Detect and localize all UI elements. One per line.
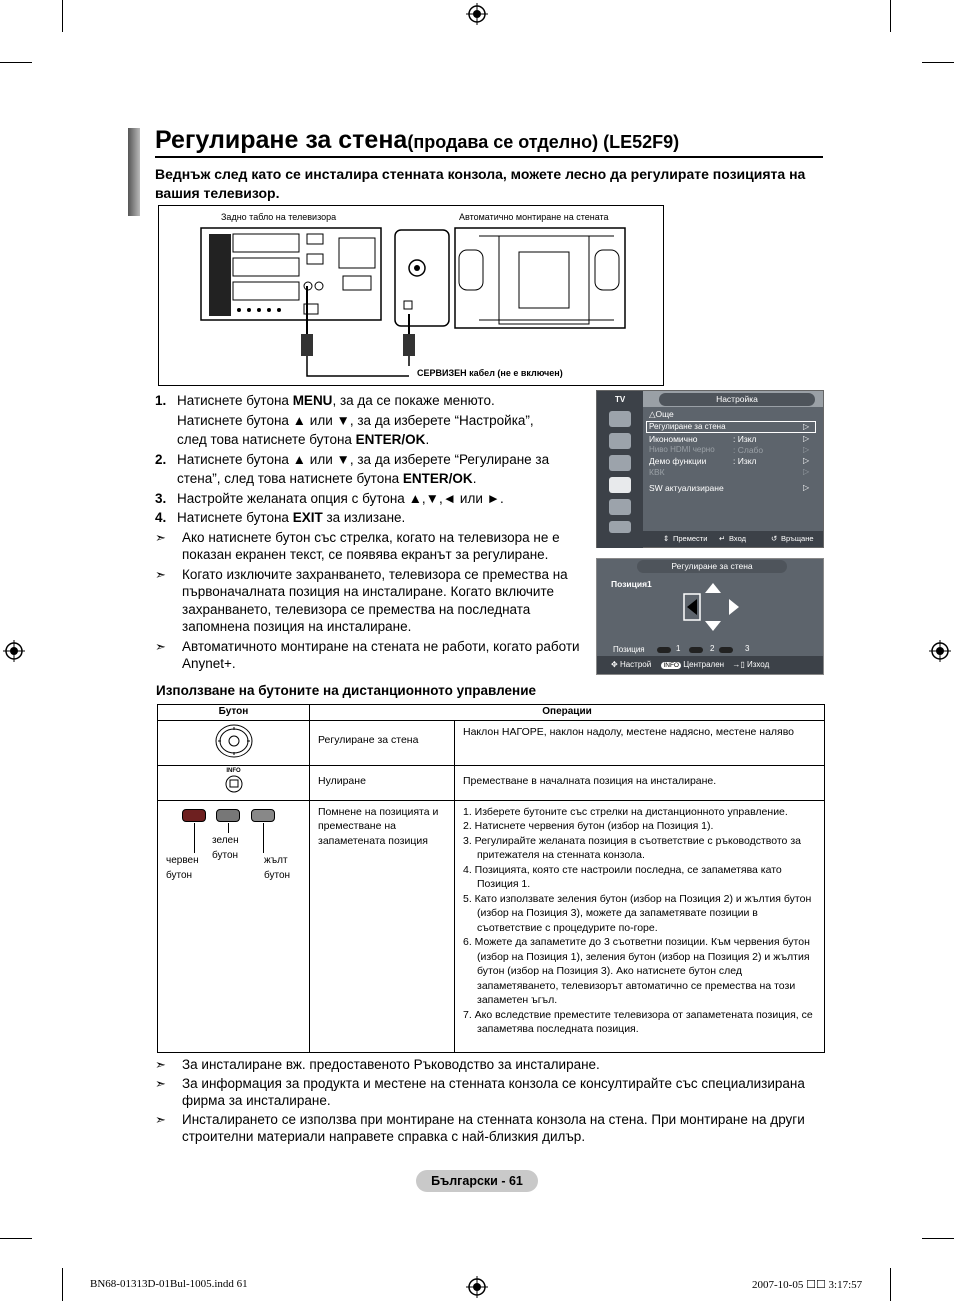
application-menu-icon [609,521,631,533]
note-arrow-icon: ➣ [155,529,166,545]
input-menu-icon [609,499,631,515]
diagram-label-back-panel: Задно табло на телевизора [221,212,337,222]
table-cell-desc [455,800,825,1052]
list-item: 5. Като използвате зеления бутон (избор на Позиция 2) и жълтия бутон (избор на Позиция 3), можете да запаметявате позиции в съответствие с процедурите по-горе. [463,892,812,934]
yellow-button-label: жълт бутон [264,854,291,881]
bottom-notes [155,1056,825,1147]
table-header-button: Бутон [158,705,310,721]
table-cell-button [158,800,310,1052]
osd-tv-tab: TV [615,395,626,404]
osd-more-item[interactable]: △Още [649,409,674,419]
footer-timestamp: 2007-10-05 ☐☐ 3:17:57 [752,1279,863,1291]
wall-mount-adjust-screen: Регулиране за стена Позиция1 Позиция 1 2 3 ✥ Настрой INFO Централен →▯ Изход [596,558,824,675]
step-4: 4. Натиснете бутона EXIT за излизане. [155,510,406,525]
table-cell-button [158,720,310,766]
red-button-icon [182,809,206,822]
tv-setup-menu-screen [596,390,824,548]
step-3: 3. Настройте желаната опция с бутона ▲,▼,◄ или ►. [155,490,504,506]
note-arrow-icon: ➣ [155,566,166,582]
table-cell-button [158,766,310,801]
registration-mark-icon [466,3,488,25]
title-accent-bar [128,128,140,216]
table-row [158,766,825,801]
table-cell-desc: Преместване в началната позиция на инсталиране. [455,766,825,801]
direction-arrows-icon [683,581,743,633]
note-arrow-icon: ➣ [155,1057,166,1072]
osd-arrow-icon: ▷ [803,456,810,465]
position-2-indicator[interactable] [689,647,703,653]
crop-mark [62,0,63,32]
red-button-label: червен бутон [166,854,199,881]
page-number-badge: Български - 61 [416,1170,538,1192]
title-divider [155,156,823,158]
remote-buttons-table [157,704,825,1053]
table-header-operations: Операции [310,705,825,721]
crop-mark [890,1268,891,1301]
connection-diagram [158,205,664,386]
osd-position-row-label: Позиция [613,645,645,654]
note-arrow-icon: ➣ [155,1076,166,1091]
list-item: 6. Можете да запаметите до 3 съответни позиции. Към червения бутон (избор на Позиция 1), зеления бутон (избор на Позиция 2) и жълтия бутон (избор на Позиция 3). Ако натиснете бутон след запаметяването, телевизорът автоматично се премества на този запаметен ъгъл. [463,936,810,1006]
osd-item-demo[interactable]: Демо функции [649,456,707,466]
registration-mark-icon [3,640,25,662]
crop-mark [922,1238,954,1239]
osd-item-wall-mount[interactable]: Регулиране за стена [649,422,726,431]
note-item: ➣ За инсталиране вж. предоставеното Ръководство за инсталиране. [155,1057,600,1072]
osd-arrow-icon: ▷ [803,467,810,476]
table-row [158,720,825,766]
list-item: 7. Ако вследствие преместите телевизора от запаметената позиция, се запаметява последната позиция. [463,1008,813,1035]
registration-mark-icon [466,1276,488,1298]
list-item: 3. Регулирайте желаната позиция в съответствие с ръководството за притежателя на стенната конзола. [463,834,801,861]
note-item: ➣ Автоматичното монтиране на стената не работи, когато работи Anynet+. [155,638,580,671]
channel-menu-icon [609,455,631,471]
osd-menu-body: △Още Регулиране за стена ▷ Икономичнo : Изкл ▷ Ниво HDMI черно : Слабо ▷ Демо функции : Изкл ▷ КВК ▷ SW актуализиране ▷ [643,407,823,531]
osd-menu-footer: ⇕ Премести ↵ Вход ↺ Връщане [643,531,823,547]
position-1-indicator[interactable] [657,647,671,653]
osd-item-energy-saving[interactable]: Икономичнo [649,434,698,444]
osd-adjust-footer: ✥ Настрой INFO Централен →▯ Изход [597,656,823,674]
return-icon: ↺ [771,534,778,543]
setup-menu-icon [609,477,631,493]
osd-menu-header: Настройка [659,393,815,406]
arrow-pad-icon [214,723,254,759]
page-title: Регулиране за стена(продава се отделно) (LE52F9) [155,126,680,154]
crop-mark [0,1238,32,1239]
list-item: 1. Изберете бутоните със стрелки на дистанционното управление. [463,805,788,818]
move-icon: ⇕ [663,534,670,543]
green-button-icon [216,809,240,822]
step-2: 2. Натиснете бутона ▲ или ▼, за да изберете “Регулиране за [155,451,550,467]
note-arrow-icon: ➣ [155,1112,166,1127]
osd-sidebar [597,391,643,548]
enter-icon: ↵ [719,534,726,543]
footer-filename: BN68-01313D-01Bul-1005.indd 61 [90,1278,248,1290]
yellow-button-icon [251,809,275,822]
crop-mark [0,62,32,63]
adjust-arrows-icon: ✥ [611,660,618,669]
remote-section-title: Използване на бутоните на дистанционното управление [156,683,537,698]
osd-item-kvk[interactable]: КВК [649,467,665,477]
note-item: ➣ Инсталирането се използва при монтиране на стенната конзола на стена. При монтиране на други строителни материали направете справка с най-близкия дилър. [155,1112,805,1144]
osd-adjust-header: Регулиране за стена [637,560,787,573]
osd-arrow-icon: ▷ [803,445,810,454]
registration-mark-icon [929,640,951,662]
osd-arrow-icon: ▷ [803,422,810,431]
osd-position-title: Позиция1 [611,579,652,589]
step-2-line-2: стена”, след това натиснете бутона ENTER/OK. [177,471,477,486]
step-1: 1. Натиснете бутона MENU, за да се покаже менюто. [155,393,495,408]
crop-mark [922,62,954,63]
info-button-icon: INFO [663,662,679,669]
info-label: INFO [226,768,241,774]
crop-mark [62,1268,63,1301]
note-item: ➣ Когато изключите захранването, телевизора се премества на първоначалната позиция на инсталиране. Когато включите захранването, телевизора се премества на последната запомнена позиция на инсталиране. [155,566,568,634]
picture-menu-icon [609,411,631,427]
intro-text: Веднъж след като се инсталира стенната конзола, можете лесно да регулирате позицията на вашия телевизор. [155,166,806,201]
osd-arrow-icon: ▷ [803,483,810,492]
osd-item-sw-update[interactable]: SW актуализиране [649,483,724,493]
table-cell-name: Нулиране [310,766,455,801]
diagram-cable-label: СЕРВИЗЕН кабел (не е включен) [417,368,563,378]
step-1-line-2: Натиснете бутона ▲ или ▼, за да изберете “Настройка”, [177,412,534,428]
green-button-label: зелен бутон [212,834,239,861]
sound-menu-icon [609,433,631,449]
crop-mark [890,0,891,32]
note-arrow-icon: ➣ [155,638,166,654]
table-cell-name: Помнене на позицията и преместване на запаметената позиция [310,800,455,1052]
note-item: ➣ За информация за продукта и местене на стенната конзола се консултирайте със специализирана фирма за инсталиране. [155,1076,805,1108]
position-3-indicator[interactable] [719,647,733,653]
instruction-steps [155,392,595,675]
info-button-icon [225,775,243,793]
table-cell-desc: Наклон НАГОРЕ, наклон надолу, местене надясно, местене наляво [455,720,825,766]
step-1-line-3: след това натиснете бутона ENTER/OK. [177,432,430,447]
note-item: ➣ Ако натиснете бутон със стрелка, когато на телевизора не е показан екранен текст, се появява екранът за регулиране. [155,529,560,562]
exit-icon: →▯ [732,660,745,669]
tv-back-panel-illustration [159,206,663,385]
list-item: 4. Позицията, която сте настроили последна, се запаметява като Позиция 1. [463,863,782,890]
diagram-label-wall-mount: Автоматично монтиране на стената [459,212,609,222]
list-item: 2. Натиснете червения бутон (избор на Позиция 1). [463,820,714,832]
osd-item-hdmi-black[interactable]: Ниво HDMI черно [649,445,715,454]
osd-arrow-icon: ▷ [803,434,810,443]
memory-steps-list [463,805,816,1037]
table-row [158,800,825,1052]
table-cell-name: Регулиране за стена [310,720,455,766]
